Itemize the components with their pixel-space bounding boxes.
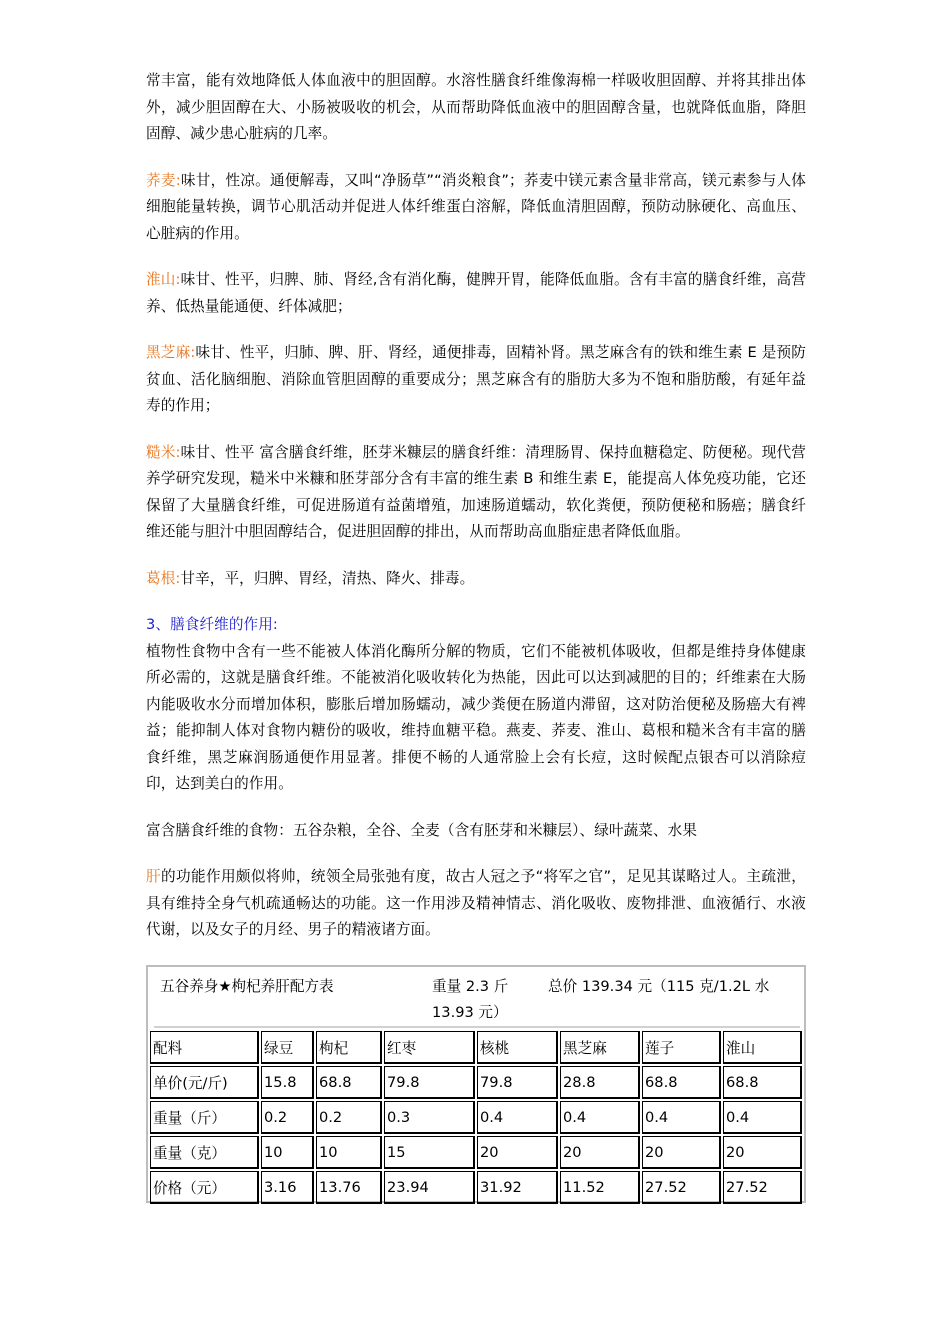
table-cell: 0.4 (560, 1101, 640, 1134)
table-cell: 黑芝麻 (560, 1031, 640, 1064)
table-cell: 0.4 (642, 1101, 721, 1134)
recipe-title: 五谷养身★枸杞养肝配方表 (160, 978, 334, 995)
term-black-sesame: 黑芝麻: (146, 344, 196, 361)
paragraph-yam (146, 267, 806, 320)
term-brown-rice: 糙米: (146, 443, 181, 461)
term-yam: 淮山: (146, 271, 181, 288)
table-cell: 红枣 (384, 1031, 475, 1064)
table-cell: 31.92 (477, 1171, 558, 1204)
row-ingredient (150, 1031, 802, 1064)
text-yam: 味甘、性平，归脾、肺、肾经,含有消化酶，健脾开胃，能降低血脂。含有丰富的膳食纤维，高营养、低热量能通便、纤体减肥； (146, 271, 806, 315)
table-cell: 10 (316, 1136, 382, 1169)
recipe-total-price: 总价 139.34 元（115 克/1.2L 水 (548, 978, 770, 995)
text-black-sesame: 味甘、性平，归肺、脾、肝、肾经，通便排毒，固精补肾。黑芝麻含有的铁和维生素 E 是预防贫血、活化脑细胞、消除血管胆固醇的重要成分；黑芝麻含有的脂肪大多为不饱和脂肪酸，有延年益寿的作用； (146, 344, 806, 414)
table-cell: 68.8 (642, 1066, 721, 1099)
term-buckwheat: 荞麦: (146, 171, 181, 189)
table-cell: 0.4 (477, 1101, 558, 1134)
table-cell: 单价(元/斤) (150, 1066, 259, 1099)
table-cell: 15.8 (261, 1066, 314, 1099)
table-cell: 20 (560, 1136, 640, 1169)
recipe-table-box (146, 965, 806, 1203)
table-cell: 79.8 (477, 1066, 558, 1099)
table-cell: 配料 (150, 1031, 259, 1064)
row-unit-price (150, 1066, 802, 1099)
paragraph-liver (146, 864, 806, 944)
section-heading: 3、膳食纤维的作用: (146, 616, 278, 633)
header-divider (154, 1026, 800, 1028)
table-cell: 0.3 (384, 1101, 475, 1134)
table-cell: 68.8 (723, 1066, 802, 1099)
table-cell: 11.52 (560, 1171, 640, 1204)
table-cell: 绿豆 (261, 1031, 314, 1064)
paragraph-kudzu (146, 566, 806, 593)
table-cell: 20 (642, 1136, 721, 1169)
table-cell: 重量（斤） (150, 1101, 259, 1134)
document-body (146, 68, 806, 964)
table-cell: 重量（克） (150, 1136, 259, 1169)
paragraph-buckwheat (146, 168, 806, 248)
row-weight-jin (150, 1101, 802, 1134)
table-cell: 10 (261, 1136, 314, 1169)
table-cell: 15 (384, 1136, 475, 1169)
table-cell: 淮山 (723, 1031, 802, 1064)
table-cell: 79.8 (384, 1066, 475, 1099)
table-cell: 28.8 (560, 1066, 640, 1099)
table-cell: 价格（元） (150, 1171, 259, 1204)
text-brown-rice: 味甘、性平 富含膳食纤维，胚芽米糠层的膳食纤维：清理肠胃、保持血糖稳定、防便秘。现代营养学研究发现，糙米中米糠和胚芽部分含有丰富的维生素 B 和维生素 E，能提高人体免疫功能，它还保留了大量膳食纤维，可促进肠道有益菌增殖，加速肠道蠕动，软化粪便，预防便秘和肠癌；膳食纤维还能与胆汁中胆固醇结合，促进胆固醇的排出，从而帮助高血脂症患者降低血脂。 (146, 443, 806, 540)
paragraph-brown-rice (146, 440, 806, 546)
paragraph-fiber-function (146, 612, 806, 798)
table-cell: 0.2 (261, 1101, 314, 1134)
table-cell: 枸杞 (316, 1031, 382, 1064)
paragraph-black-sesame (146, 340, 806, 420)
table-cell: 27.52 (723, 1171, 802, 1204)
table-cell: 20 (477, 1136, 558, 1169)
table-cell: 20 (723, 1136, 802, 1169)
term-kudzu: 葛根: (146, 569, 181, 587)
table-cell: 13.76 (316, 1171, 382, 1204)
table-cell: 3.16 (261, 1171, 314, 1204)
table-cell: 核桃 (477, 1031, 558, 1064)
paragraph-fiber-foods: 富含膳食纤维的食物：五谷杂粮，全谷、全麦（含有胚芽和米糠层）、绿叶蔬菜、水果 (146, 821, 698, 839)
text-buckwheat: 味甘，性凉。通便解毒，又叫“净肠草”“消炎粮食”；荞麦中镁元素含量非常高，镁元素参与人体细胞能量转换，调节心肌活动并促进人体纤维蛋白溶解，降低血清胆固醇，预防动脉硬化、高血压、心脏病的作用。 (146, 171, 806, 242)
recipe-weight: 重量 2.3 斤 13.93 元） (432, 978, 509, 1021)
row-price (150, 1171, 802, 1204)
table-cell: 23.94 (384, 1171, 475, 1204)
recipe-header (148, 967, 804, 1027)
table-cell: 0.2 (316, 1101, 382, 1134)
paragraph-cholesterol: 常丰富，能有效地降低人体血液中的胆固醇。水溶性膳食纤维像海棉一样吸收胆固醇、并将其排出体外，减少胆固醇在大、小肠被吸收的机会，从而帮助降低血液中的胆固醇含量，也就降低血脂，降胆固醇、减少患心脏病的几率。 (146, 72, 806, 142)
table-cell: 莲子 (642, 1031, 721, 1064)
text-kudzu: 甘辛，平，归脾、胃经，清热、降火、排毒。 (180, 569, 475, 587)
table-cell: 68.8 (316, 1066, 382, 1099)
text-fiber-function: 植物性食物中含有一些不能被人体消化酶所分解的物质，它们不能被机体吸收，但都是维持身体健康所必需的，这就是膳食纤维。不能被消化吸收转化为热能，因此可以达到减肥的目的；纤维素在大肠内能吸收水分而增加体积，膨胀后增加肠蠕动，减少粪便在肠道内滞留，这对防治便秘及肠癌大有裨益；能抑制人体对食物内糖份的吸收，维持血糖平稳。燕麦、荞麦、淮山、葛根和糙米含有丰富的膳食纤维，黑芝麻润肠通便作用显著。排便不畅的人通常脸上会有长痘，这时候配点银杏可以消除痘印，达到美白的作用。 (146, 642, 806, 792)
text-liver: 的功能作用颇似将帅，统领全局张弛有度，故古人冠之予“将军之官”，足见其谋略过人。主疏泄，具有维持全身气机疏通畅达的功能。这一作用涉及精神情志、消化吸收、废物排泄、血液循行、水液代谢，以及女子的月经、男子的精液诸方面。 (146, 868, 806, 938)
term-liver: 肝 (146, 868, 161, 885)
recipe-table (148, 1029, 804, 1206)
table-cell: 0.4 (723, 1101, 802, 1134)
row-weight-gram (150, 1136, 802, 1169)
table-cell: 27.52 (642, 1171, 721, 1204)
